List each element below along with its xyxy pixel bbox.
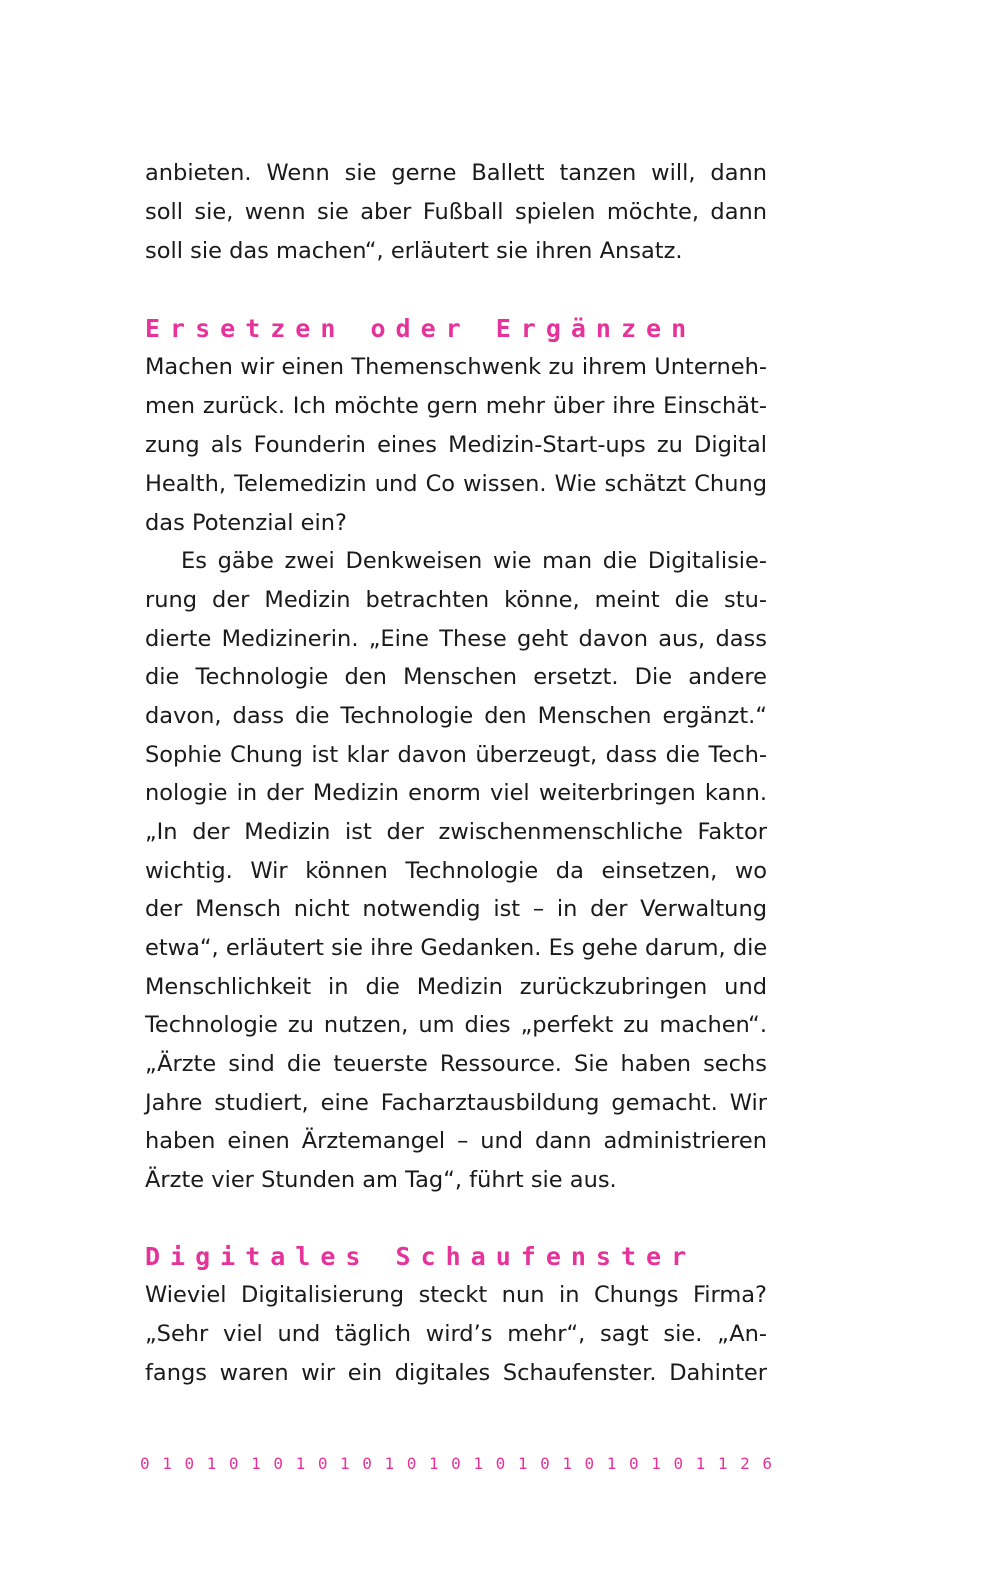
text-line: haben einen Ärztemangel – und dann administrieren (145, 1128, 767, 1154)
text-line: Jahre studiert, eine Facharztausbildung gemacht. Wir (145, 1090, 767, 1116)
text-line: fangs waren wir ein digitales Schaufenster. Dahinter (145, 1360, 767, 1386)
text-line: „Ärzte sind die teuerste Ressource. Sie haben sechs (145, 1051, 767, 1077)
section-heading-digitales-schaufenster: Digitales Schaufenster (145, 1242, 697, 1271)
binary-decoration: 0 1 0 1 0 1 0 1 0 1 0 1 0 1 0 1 0 1 0 1 0 1 0 1 0 1 (140, 1454, 718, 1473)
text-line: anbieten. Wenn sie gerne Ballett tanzen will, dann (145, 160, 767, 186)
text-line: „In der Medizin ist der zwischenmenschliche Faktor (145, 819, 767, 845)
book-page (140, 0, 772, 1594)
text-line: Es gäbe zwei Denkweisen wie man die Digitalisie- (181, 548, 767, 574)
text-line: das Potenzial ein? (145, 510, 347, 536)
text-line: soll sie, wenn sie aber Fußball spielen möchte, dann (145, 199, 767, 225)
text-line: Menschlichkeit in die Medizin zurückzubringen und (145, 974, 767, 1000)
text-line: nologie in der Medizin enorm viel weiterbringen kann. (145, 780, 767, 806)
text-line: Ärzte vier Stunden am Tag“, führt sie aus. (145, 1167, 617, 1193)
text-line: Health, Telemedizin und Co wissen. Wie schätzt Chung (145, 471, 767, 497)
text-line: Wieviel Digitalisierung steckt nun in Chungs Firma? (145, 1282, 767, 1308)
text-line: zung als Founderin eines Medizin-Start-ups zu Digital (145, 432, 767, 458)
text-line: etwa“, erläutert sie ihre Gedanken. Es gehe darum, die (145, 935, 768, 961)
text-line: men zurück. Ich möchte gern mehr über ihre Einschät- (145, 393, 767, 419)
text-line: Technologie zu nutzen, um dies „perfekt zu machen“. (145, 1012, 767, 1038)
section-heading-ersetzen: Ersetzen oder Ergänzen (145, 314, 697, 343)
text-line: davon, dass die Technologie den Menschen ergänzt.“ (145, 703, 767, 729)
text-line: dierte Medizinerin. „Eine These geht davon aus, dass (145, 626, 767, 652)
text-line: der Mensch nicht notwendig ist – in der Verwaltung (145, 896, 767, 922)
page-number: 1 2 6 (717, 1454, 772, 1473)
text-line: Machen wir einen Themenschwenk zu ihrem Unterneh- (145, 354, 767, 380)
text-line: „Sehr viel und täglich wird’s mehr“, sagt sie. „An- (145, 1321, 767, 1347)
page-footer (140, 1453, 772, 1475)
text-line: wichtig. Wir können Technologie da einsetzen, wo (145, 858, 767, 884)
text-line: die Technologie den Menschen ersetzt. Die andere (145, 664, 767, 690)
text-line: rung der Medizin betrachten könne, meint die stu- (145, 587, 767, 613)
text-line: Sophie Chung ist klar davon überzeugt, dass die Tech- (145, 742, 767, 768)
text-line: soll sie das machen“, erläutert sie ihren Ansatz. (145, 238, 683, 264)
